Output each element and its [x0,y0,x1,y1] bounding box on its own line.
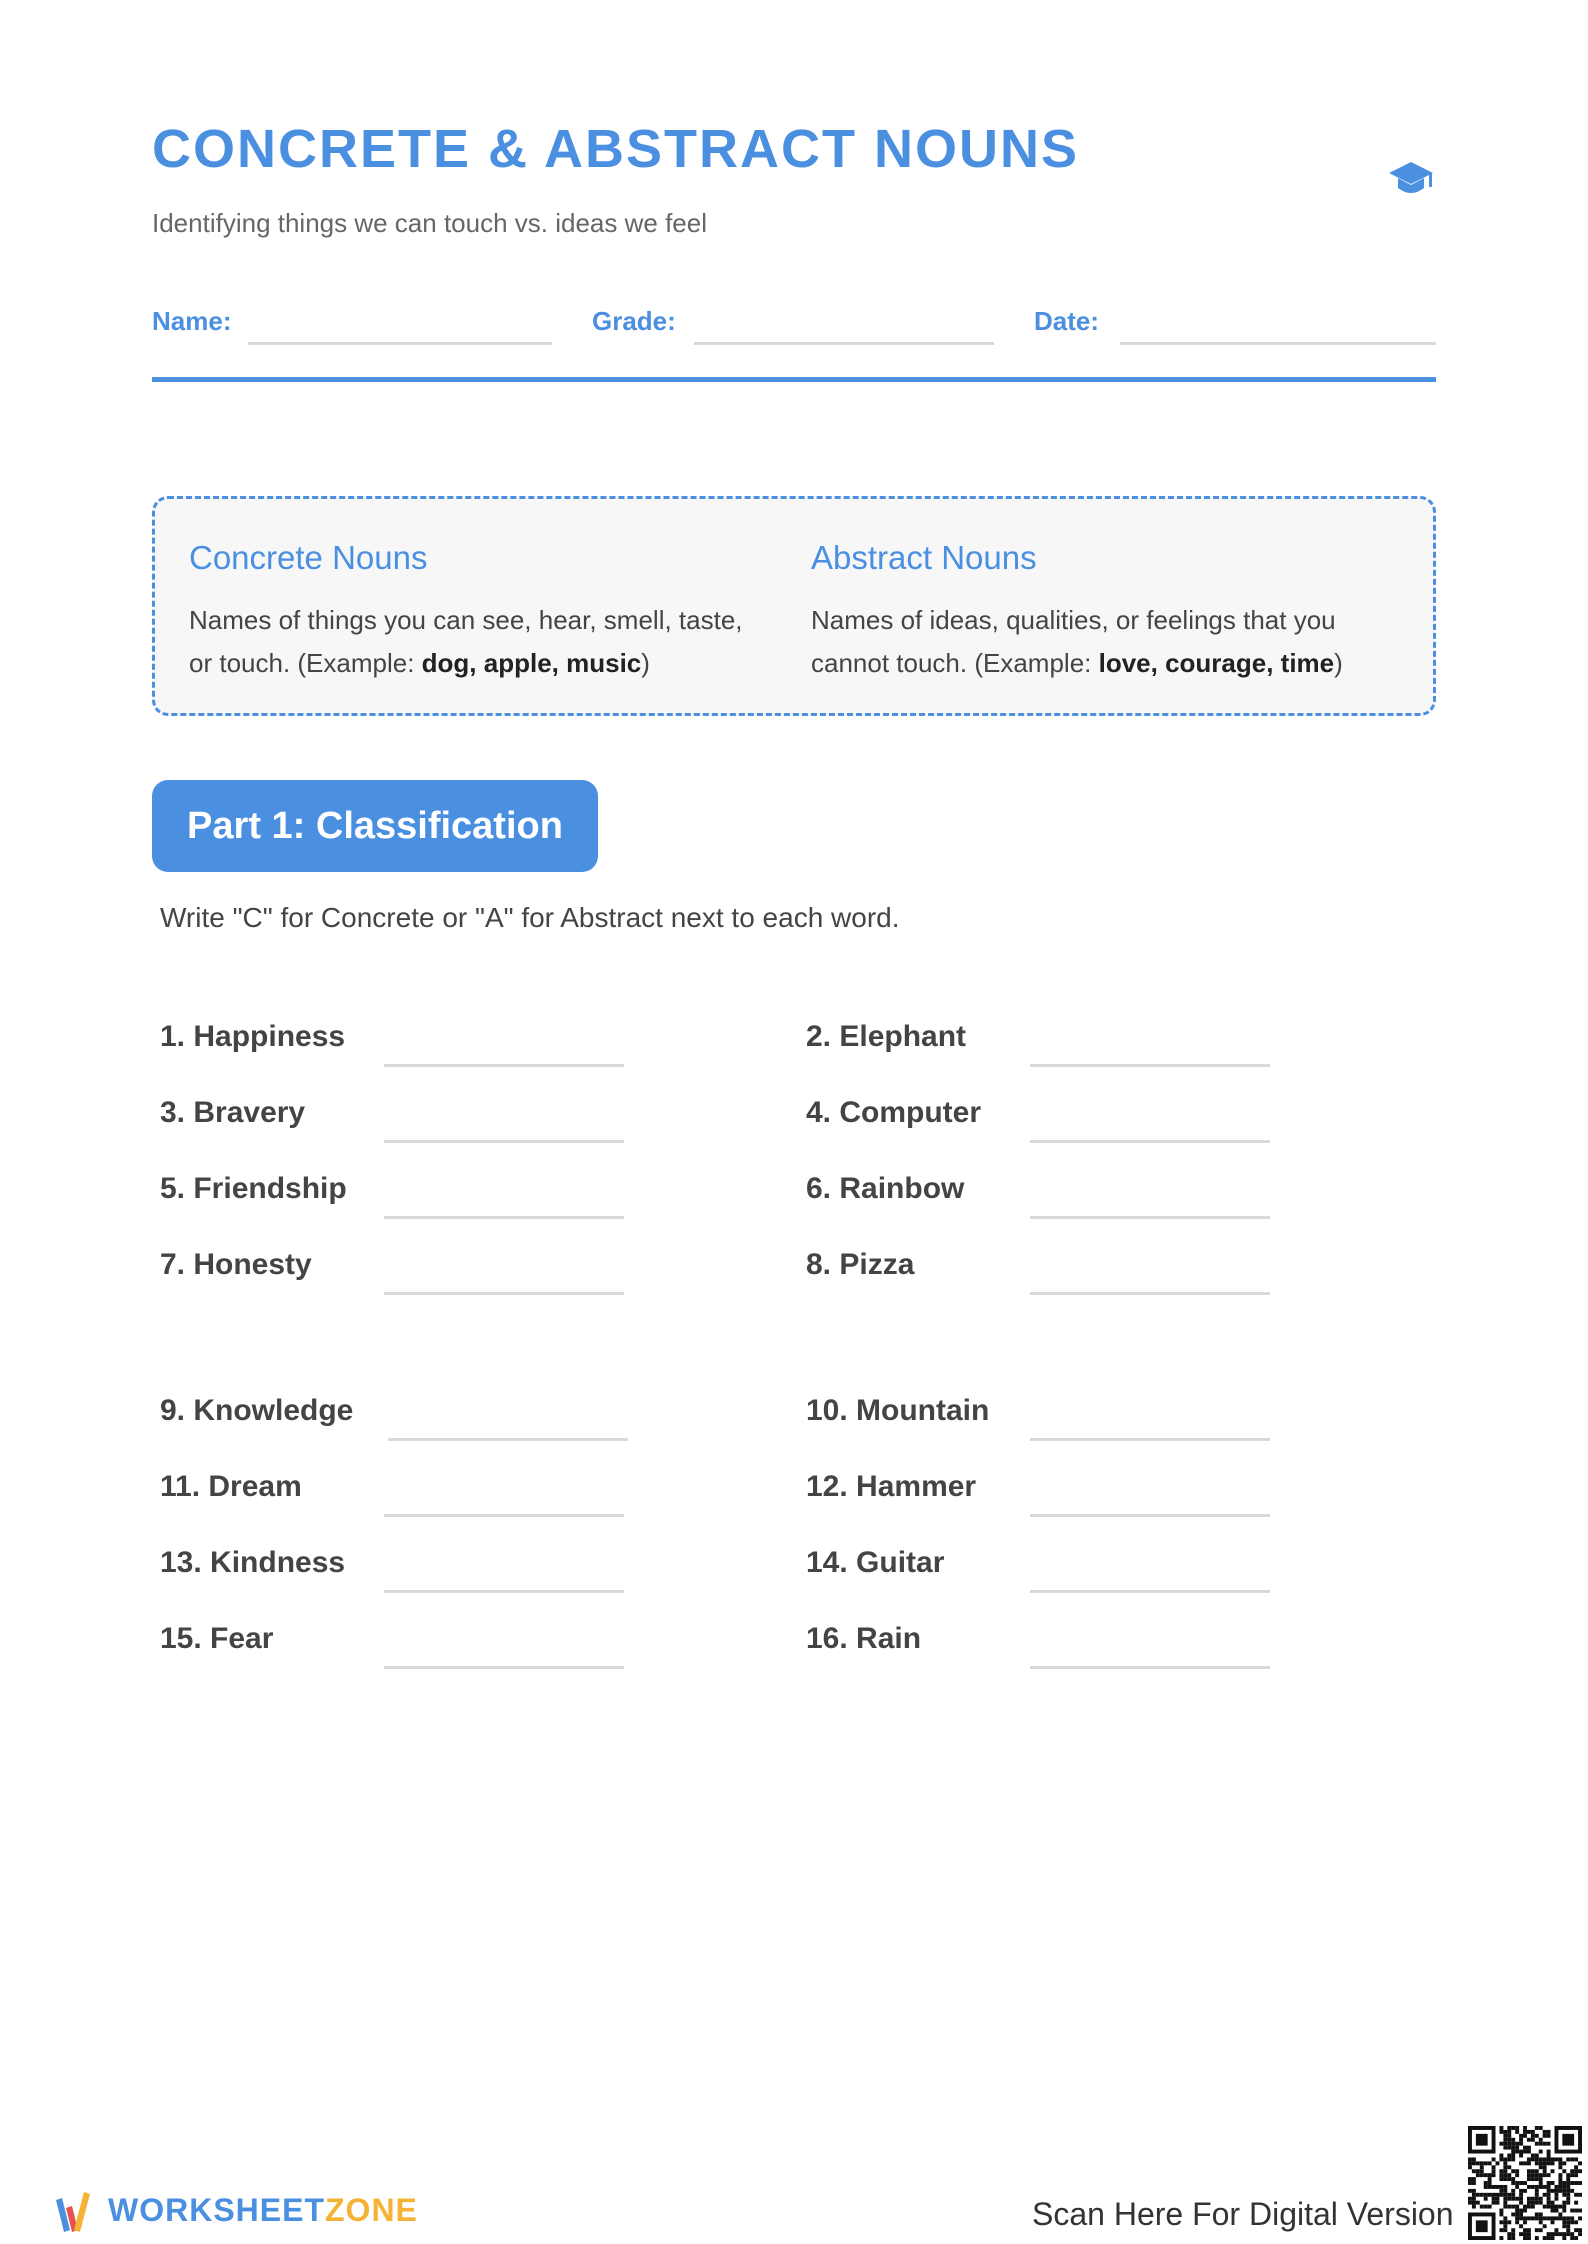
answer-field[interactable] [384,1064,624,1067]
grade-field[interactable] [694,342,994,345]
item-word: 10. Mountain [806,1394,990,1427]
answer-field[interactable] [1030,1064,1270,1067]
item-word: 9. Knowledge [160,1394,354,1427]
name-label: Name: [152,306,232,336]
item-word: 2. Elephant [806,1020,967,1053]
answer-field[interactable] [384,1514,624,1517]
date-label: Date: [1034,306,1100,336]
answer-field[interactable] [1030,1140,1270,1143]
answer-field[interactable] [1030,1666,1270,1669]
answer-field[interactable] [1030,1216,1270,1219]
item-word: 14. Guitar [806,1546,945,1579]
concrete-nouns-definition: Names of things you can see, hear, smell, taste, or touch. (Example: dog, apple, music) [189,605,743,678]
concrete-examples: dog, apple, music [421,648,642,678]
item-word: 1. Happiness [160,1020,346,1053]
page-title: CONCRETE & ABSTRACT NOUNS [152,119,1079,179]
answer-field[interactable] [384,1216,624,1219]
answer-field[interactable] [1030,1438,1270,1441]
item-word: 7. Honesty [160,1248,312,1281]
answer-field[interactable] [384,1590,624,1593]
name-field[interactable] [248,342,552,345]
item-word: 5. Friendship [160,1172,347,1205]
answer-field[interactable] [1030,1590,1270,1593]
item-word: 11. Dream [160,1470,302,1503]
concrete-nouns-title: Concrete Nouns [189,539,428,576]
definitions-box [152,496,1436,716]
item-word: 6. Rainbow [806,1172,965,1205]
item-word: 15. Fear [160,1622,274,1655]
answer-field[interactable] [384,1666,624,1669]
item-word: 12. Hammer [806,1470,977,1503]
graduation-cap-icon [1388,160,1434,200]
part-1-heading: Part 1: Classification [152,780,598,872]
item-word: 8. Pizza [806,1248,915,1281]
date-field[interactable] [1120,342,1436,345]
qr-code-icon[interactable] [1468,2126,1582,2240]
instructions: Write "C" for Concrete or "A" for Abstract next to each word. [160,902,900,933]
item-word: 13. Kindness [160,1546,346,1579]
scan-text: Scan Here For Digital Version [1032,2196,1454,2232]
answer-field[interactable] [388,1438,628,1441]
grade-label: Grade: [592,306,676,336]
answer-field[interactable] [1030,1292,1270,1295]
answer-field[interactable] [384,1292,624,1295]
worksheetzone-logo-icon [54,2186,90,2238]
abstract-nouns-definition: Names of ideas, qualities, or feelings that you cannot touch. (Example: love, courage, time) [811,605,1343,678]
answer-field[interactable] [1030,1514,1270,1517]
item-word: 3. Bravery [160,1096,306,1129]
brand-name: WORKSHEETZONE [108,2192,418,2228]
item-word: 4. Computer [806,1096,982,1129]
answer-field[interactable] [384,1140,624,1143]
item-word: 16. Rain [806,1622,922,1655]
page-subtitle: Identifying things we can touch vs. ideas we feel [152,208,707,238]
header-divider [152,377,1436,382]
abstract-nouns-title: Abstract Nouns [811,539,1037,576]
abstract-examples: love, courage, time [1098,648,1335,678]
